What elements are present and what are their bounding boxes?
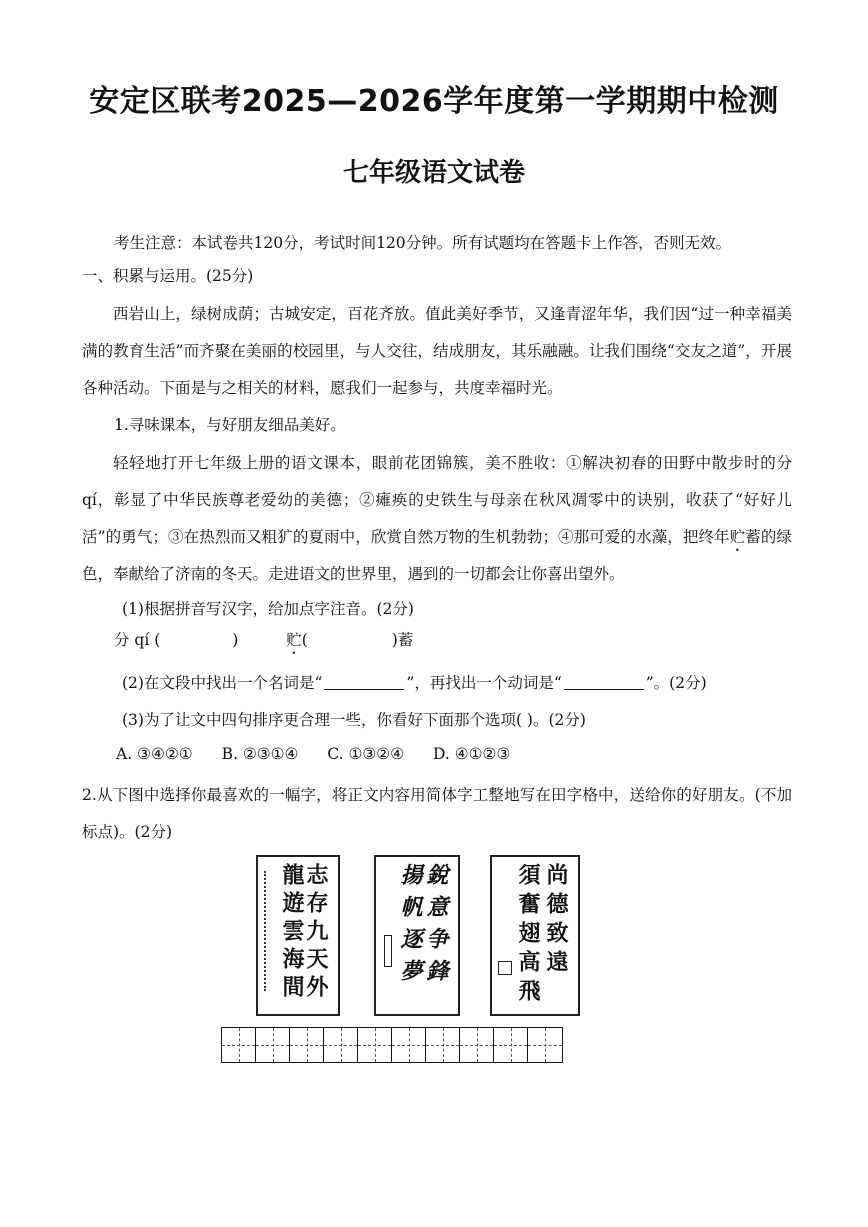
sub-question-2-post: ”。(2分) <box>645 674 707 692</box>
grid-cell[interactable] <box>290 1028 324 1062</box>
seal-stamp-icon <box>384 935 392 967</box>
answer-options <box>116 745 534 763</box>
page-subtitle: 七年级语文试卷 <box>342 158 525 188</box>
pinyin-item-1-post: ) <box>232 631 239 649</box>
grid-cell[interactable] <box>222 1028 256 1062</box>
section-heading: 一、积累与运用。(25分) <box>82 267 254 285</box>
question-1-passage <box>82 445 792 593</box>
question-2-text: 2.从下图中选择你最喜欢的一幅字，将正文内容用简体字工整地写在田字格中，送给你的好朋友。(不加标点)。(2分) <box>82 786 792 841</box>
verb-blank[interactable] <box>564 674 644 691</box>
sub-question-2 <box>122 671 707 693</box>
passage-text-end: 蓄的绿色，奉献给了济南的冬天。走进语文的世界里，遇到的一切都会让你喜出望外。 <box>82 528 792 583</box>
sub-question-2-pre: (2)在文段中找出一个名词是“ <box>122 674 323 692</box>
sub-question-1: (1)根据拼音写汉字，给加点字注音。(2分) <box>122 600 414 618</box>
grid-cell[interactable] <box>460 1028 494 1062</box>
pinyin-answers <box>114 628 413 658</box>
page-title: 安定区联考2025—2026学年度第一学期期中检测 <box>89 84 779 119</box>
section-intro: 西岩山上，绿树成荫；古城安定，百花齐放。值此美好季节，又逢青涩年华，我们因“过一种幸福美满的教育生活”而齐聚在美丽的校园里，与人交往，结成朋友，其乐融融。让我们围绕“交友之道”，开展各种活动。下面是与之相关的材料，愿我们一起参与，共度幸福时光。 <box>82 305 792 397</box>
sub-question-3: (3)为了让文中四句排序更合理一些，你看好下面那个选项( )。(2分) <box>122 711 586 729</box>
seal-stamp-icon <box>498 961 512 975</box>
option-a[interactable]: A. ③④②① <box>116 745 193 763</box>
grid-cell[interactable] <box>358 1028 392 1062</box>
option-b[interactable]: B. ②③①④ <box>221 745 299 763</box>
pinyin-item-2-pre: ( <box>301 631 308 649</box>
grid-cell[interactable] <box>528 1028 562 1062</box>
dotted-char: 贮 <box>729 528 746 546</box>
option-c[interactable]: C. ①③②④ <box>327 745 405 763</box>
question-1-title: 1.寻味课本，与好朋友细品美好。 <box>114 416 346 434</box>
tianzige-writing-grid[interactable] <box>221 1027 563 1063</box>
calligraphy-column: 銳意争鋒 <box>423 863 449 991</box>
exam-notice: 考生注意：本试卷共120分，考试时间120分钟。所有试题均在答题卡上作答，否则无效。 <box>114 234 732 252</box>
calligraphy-column: 志存九天外 <box>303 863 329 1003</box>
grid-cell[interactable] <box>324 1028 358 1062</box>
calligraphy-panel-1[interactable] <box>256 855 340 1016</box>
grid-cell[interactable] <box>256 1028 290 1062</box>
dotted-char: 贮 <box>286 631 302 649</box>
option-d[interactable]: D. ④①②③ <box>433 745 511 763</box>
pinyin-item-2-post: )蓄 <box>391 631 414 649</box>
inscription-mark <box>264 871 274 991</box>
grid-cell[interactable] <box>426 1028 460 1062</box>
calligraphy-panel-3[interactable] <box>490 855 580 1016</box>
calligraphy-column: 揚帆逐夢 <box>397 863 423 991</box>
passage-text: 轻轻地打开七年级上册的语文课本，眼前花团锦簇，美不胜收：①解决初春的田野中散步时的分 qí，彰显了中华民族尊老爱幼的美德；②瘫痪的史铁生与母亲在秋风凋零中的诀别，收获了“好好儿活”的勇气；③在热烈而又粗犷的夏雨中，欣赏自然万物的生机勃勃；④那可爱的水藻，把终年 <box>82 454 792 546</box>
calligraphy-column: 尚德致遠 <box>543 863 569 979</box>
grid-cell[interactable] <box>494 1028 528 1062</box>
calligraphy-column: 龍遊雲海間 <box>279 863 305 1003</box>
calligraphy-column: 須奮翅高飛 <box>515 863 541 1008</box>
sub-question-2-mid: ”，再找出一个动词是“ <box>406 674 562 692</box>
calligraphy-panel-2[interactable] <box>374 855 460 1016</box>
pinyin-item-1-pre: 分 qí ( <box>114 631 161 649</box>
noun-blank[interactable] <box>324 674 404 691</box>
grid-cell[interactable] <box>392 1028 426 1062</box>
